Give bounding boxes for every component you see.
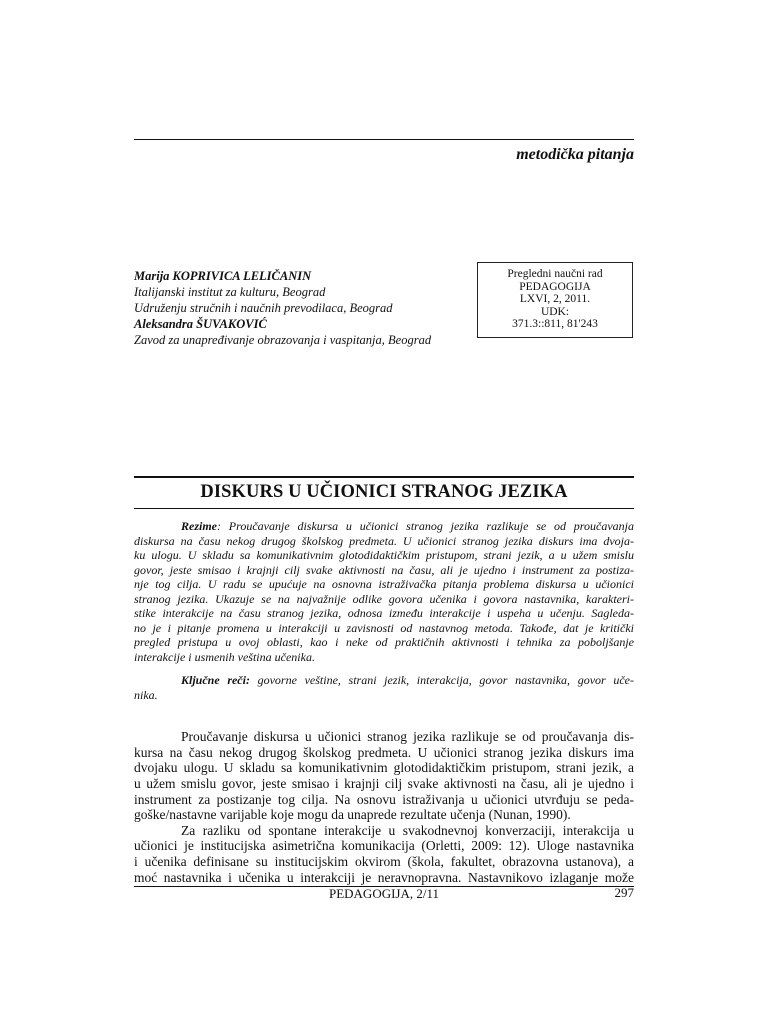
journal-name: PEDAGOGIJA [519, 280, 591, 293]
abstract-line: interakcije i usmenih veština učenika. [134, 649, 315, 664]
footer-journal: PEDAGOGIJA, 2/11 [328, 886, 440, 901]
journal-issue: LXVI, 2, 2011. [519, 293, 591, 305]
udk-label: UDK: [540, 305, 570, 318]
keywords [134, 673, 634, 703]
body-line: dvojaku ulogu. U skladu sa komunikativnim glotodidaktičkim pristupom, strani jezik, a [134, 760, 634, 776]
abstract-line: no je i pitanje promena u interakciji u zavisnosti od nastavnog metoda. Takođe, dat je kritički [134, 620, 634, 635]
author-affiliation: Zavod za unapređivanje obrazovanja i vaspitanja, Beograd [134, 333, 432, 347]
body-line: u užem smislu govor, jeste smisao i krajnji cilj svake aktivnosti na času, ali je ujedno i [134, 775, 634, 791]
author-affiliation: Italijanski institut za kulturu, Beograd [134, 285, 326, 299]
author-name: Aleksandra ŠUVAKOVIĆ [134, 317, 267, 331]
authors-block [134, 268, 484, 348]
udk-code: 371.3::811, 81'243 [512, 318, 598, 330]
article-type: Pregledni naučni rad [507, 268, 603, 280]
page-number: 297 [614, 885, 634, 900]
abstract-line: nje tog cilja. U radu se upućuje na osnovna istraživačka pitanja problema diskursa u učionici [134, 577, 634, 592]
article-info-box [477, 262, 633, 338]
body-line: goške/nastavne varijable koje mogu da unaprede rezultate učenja (Nunan, 1990). [134, 807, 571, 823]
body-line: moć nastavnika i učenika u interakciji je neravnopravna. Nastavnikovo izlaganje može [134, 869, 634, 885]
keywords-line: nika. [134, 688, 158, 702]
abstract-line: stike interakcije na času stranog jezika, odnosa između interakcije i uspeha u učenju. Sagleda- [134, 606, 634, 621]
abstract-line: Rezime: Proučavanje diskursa u učionici stranog jezika razlikuje se od proučavanja [181, 519, 634, 533]
title-rule-bottom [134, 508, 634, 509]
abstract-line: stranog jezika. Ukazuje se na najvažnije odlike govora učenika i govora nastavnika, karakteri- [134, 591, 634, 606]
body-text [134, 729, 634, 885]
abstract-line: ku ulogu. U skladu sa komunikativnim glotodidaktičkim pristupom, strani jezik, a u užem smislu [134, 548, 634, 563]
title-rule-top [134, 476, 634, 478]
body-line: i učenika definisane su institucijskim okvirom (škola, fakultet, obrazovna ustanova), a [134, 854, 634, 870]
section-label: metodička pitanja [516, 146, 634, 163]
author-name: Marija KOPRIVICA LELIČANIN [134, 269, 312, 283]
keywords-line: Ključne reči: govorne veštine, strani jezik, interakcija, govor nastavnika, govor uče- [181, 673, 634, 687]
abstract [134, 519, 634, 664]
author-affiliation: Udruženju stručnih i naučnih prevodilaca, Beograd [134, 301, 393, 315]
header-rule [134, 139, 634, 140]
abstract-label: Rezime [181, 519, 217, 533]
article-title: DISKURS U UČIONICI STRANOG JEZIKA [200, 482, 568, 502]
body-line: instrument za postizanje tog cilja. Na osnovu istraživanja u učionici utvrđuju se peda- [134, 791, 634, 807]
abstract-line: pregled pristupa u ovoj oblasti, kao i neke od praktičnih aktivnosti i tehnika za poboljšanje [134, 635, 634, 650]
abstract-line: diskursa na času nekog drugog školskog predmeta. U učionici stranog jezika diskurs ima dvoja- [134, 533, 634, 548]
body-line: kursa na času nekog drugog školskog predmeta. U učionici stranog jezika diskurs ima [134, 744, 634, 760]
keywords-label: Ključne reči: [181, 673, 250, 687]
body-line: Proučavanje diskursa u učionici stranog jezika razlikuje se od proučavanja dis- [181, 729, 634, 744]
body-line: Za razliku od spontane interakcije u svakodnevnoj konverzaciji, interakcija u [181, 822, 634, 838]
body-line: učionici je institucijska asimetrična komunikacija (Orletti, 2009: 12). Uloge nastavnika [134, 838, 634, 854]
abstract-line: govor, jeste smisao i krajnji cilj svake aktivnosti na času, ali je ujedno i instrument za postiza- [134, 562, 634, 577]
